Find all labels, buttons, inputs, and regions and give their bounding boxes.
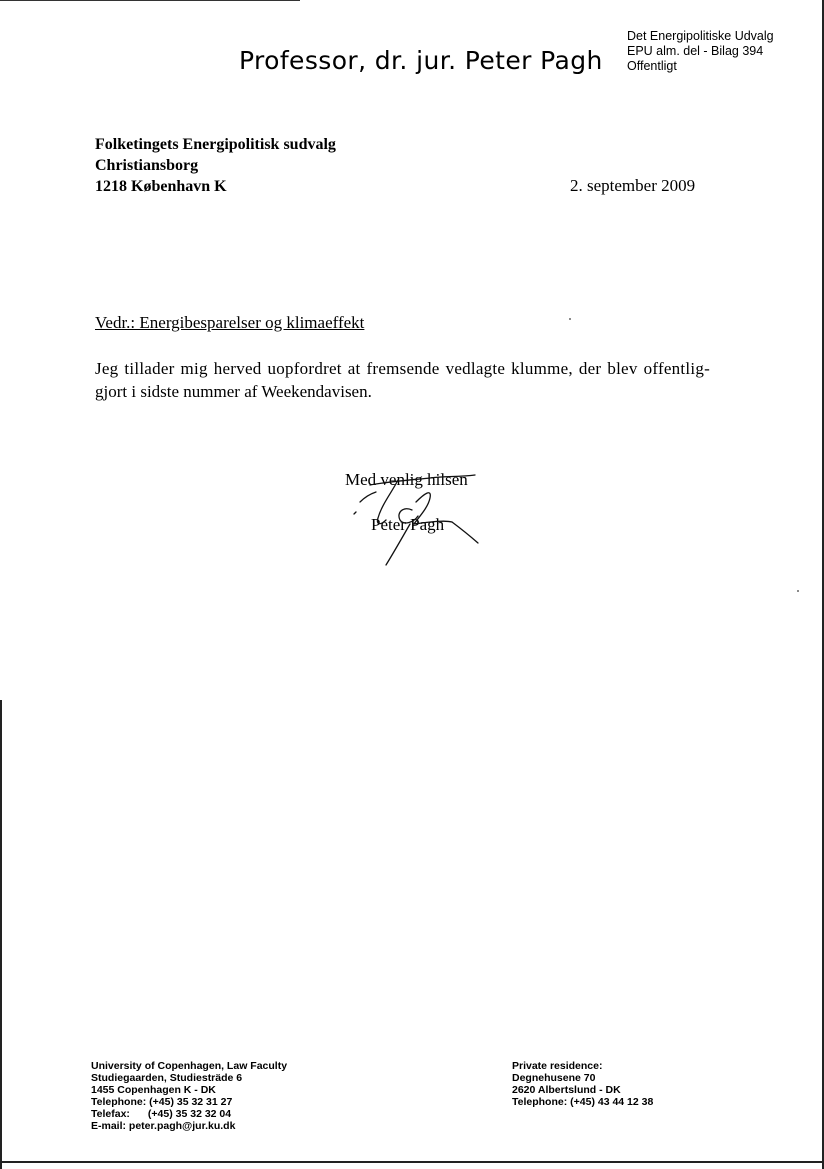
footer-email: E-mail: peter.pagh@jur.ku.dk: [91, 1120, 236, 1132]
body-line: gjort i sidste nummer af Weekendavisen.: [95, 382, 372, 401]
footer-telephone: Telephone: (+45) 35 32 31 27: [91, 1096, 233, 1108]
scan-edge-top: [0, 0, 300, 1]
closing-greeting: Med venlig hilsen: [345, 470, 468, 489]
body-line: Jeg tillader mig herved uopfordret at fremsende vedlagte klumme, der blev offentlig-: [95, 359, 710, 378]
letter-body: [95, 357, 735, 403]
letter-date: 2. september 2009: [570, 176, 696, 195]
letter-subject: Vedr.: Energibesparelser og klimaeffekt: [95, 313, 365, 332]
recipient-name: Folketingets Energipolitisk sudvalg: [95, 136, 336, 153]
private-city: 2620 Albertslund - DK: [512, 1084, 621, 1096]
scan-edge-bottom: [0, 1161, 824, 1163]
recipient-city: 1218 København K: [95, 178, 227, 195]
scan-speck: [797, 590, 799, 592]
stamp-status: Offentligt: [627, 59, 677, 73]
letterhead-title: Professor, dr. jur. Peter Pagh: [239, 46, 603, 75]
stamp-reference: EPU alm. del - Bilag 394: [627, 44, 764, 58]
stamp-committee: Det Energipolitiske Udvalg: [627, 29, 774, 43]
footer-faculty: University of Copenhagen, Law Faculty: [91, 1060, 288, 1072]
recipient-street: Christiansborg: [95, 157, 199, 174]
sender-name: Peter Pagh: [371, 515, 445, 534]
telefax-value: (+45) 35 32 32 04: [147, 1108, 232, 1120]
footer-city: 1455 Copenhagen K - DK: [91, 1084, 216, 1096]
telefax-label: Telefax:: [91, 1108, 130, 1120]
recipient-address: [95, 134, 336, 197]
private-residence-label: Private residence:: [512, 1060, 603, 1072]
footer-telefax: [91, 1108, 287, 1120]
footer-university-address: [91, 1060, 287, 1132]
document-stamp: [627, 29, 774, 74]
footer-street: Studiegaarden, Studiesträde 6: [91, 1072, 243, 1084]
scan-edge-left: [0, 700, 2, 1169]
scan-speck: [569, 318, 571, 320]
private-street: Degnehusene 70: [512, 1072, 596, 1084]
handwritten-signature: [340, 468, 490, 573]
footer-private-address: [512, 1060, 653, 1108]
private-telephone: Telephone: (+45) 43 44 12 38: [512, 1096, 654, 1108]
